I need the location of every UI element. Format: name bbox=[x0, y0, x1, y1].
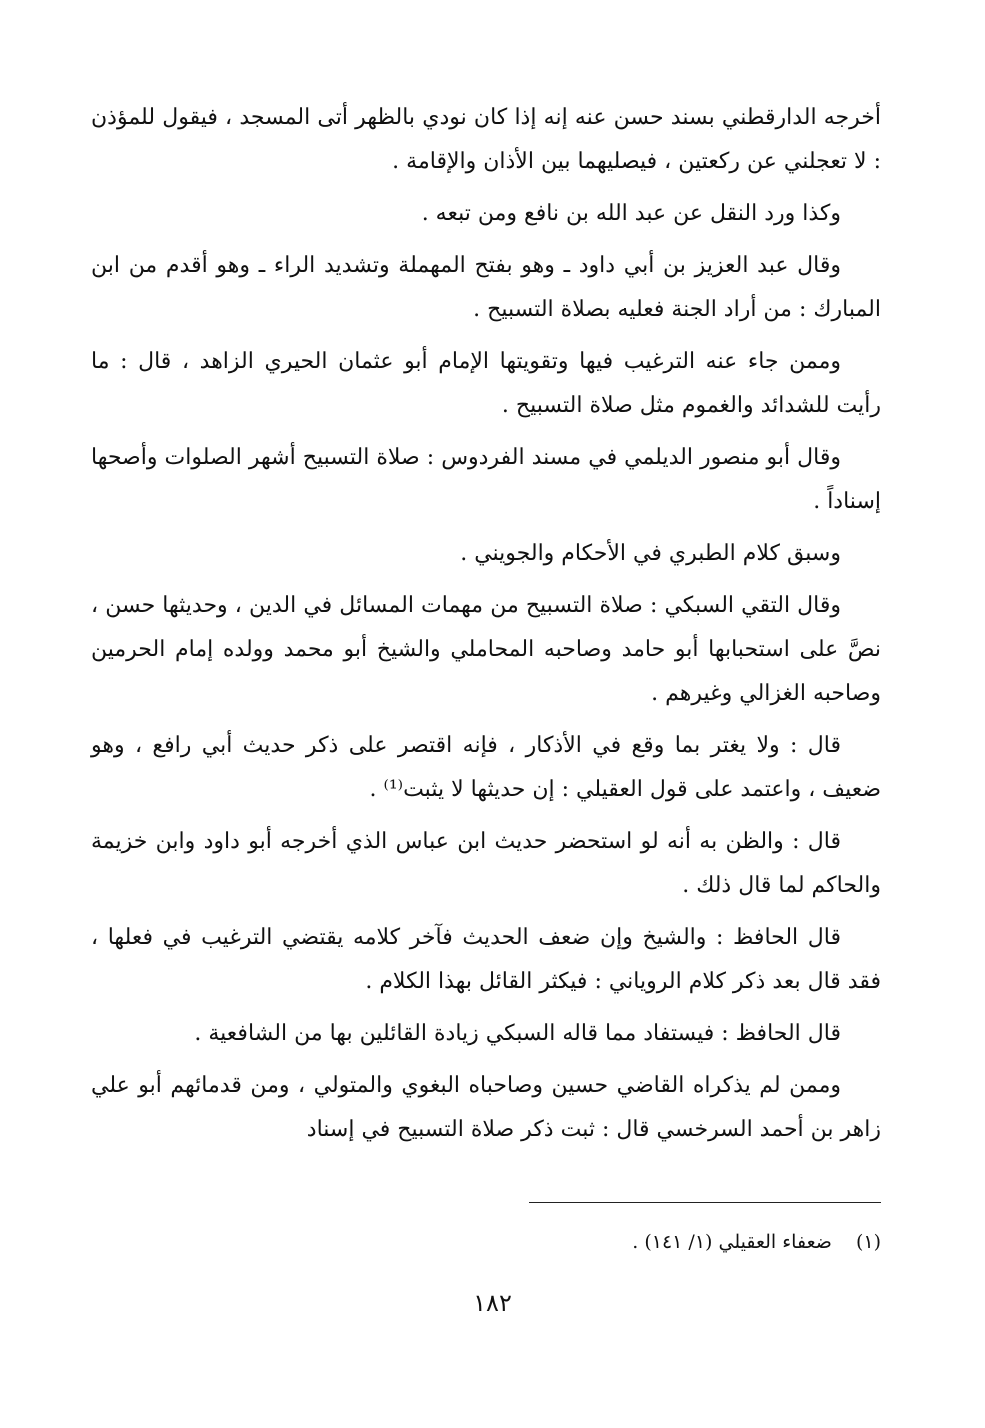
footnote bbox=[91, 1227, 881, 1257]
main-text bbox=[91, 96, 881, 1160]
paragraph-4: وممن جاء عنه الترغيب فيها وتقويتها الإمام أبو عثمان الحيري الزاهد ، قال : ما رأيت للشدائد والغموم مثل صلاة التسبيح . bbox=[91, 349, 881, 418]
paragraph-2: وكذا ورد النقل عن عبد الله بن نافع ومن تبعه . bbox=[421, 201, 841, 226]
paragraph-1: أخرجه الدارقطني بسند حسن عنه إنه إذا كان نودي بالظهر أتى المسجد ، فيقول للمؤذن : لا تعجلني عن ركعتين ، فيصليهما بين الأذان والإقامة . bbox=[91, 105, 881, 174]
paragraph-6: وسبق كلام الطبري في الأحكام والجويني . bbox=[460, 541, 841, 566]
paragraph-11: قال الحافظ : فيستفاد مما قاله السبكي زيادة القائلين بها من الشافعية . bbox=[194, 1021, 841, 1046]
footnote-text: ضعفاء العقيلي (١/ ١٤١) . bbox=[632, 1231, 832, 1253]
paragraph-5: وقال أبو منصور الديلمي في مسند الفردوس : صلاة التسبيح أشهر الصلوات وأصحها إسناداً . bbox=[91, 445, 881, 514]
footnote-number: (١) bbox=[855, 1231, 881, 1253]
page-number: ١٨٢ bbox=[473, 1289, 512, 1317]
paragraph-3: وقال عبد العزيز بن أبي داود ـ وهو بفتح المهملة وتشديد الراء ـ وهو أقدم من ابن المبارك : من أراد الجنة فعليه بصلاة التسبيح . bbox=[91, 253, 881, 322]
paragraph-8: قال : ولا يغتر بما وقع في الأذكار ، فإنه اقتصر على ذكر حديث أبي رافع ، وهو ضعيف ، واعتمد على قول العقيلي : إن حديثها لا يثبت⁽¹⁾ . bbox=[91, 733, 881, 802]
paragraph-10: قال الحافظ : والشيخ وإن ضعف الحديث فآخر كلامه يقتضي الترغيب في فعلها ، فقد قال بعد ذكر كلام الروياني : فيكثر القائل بهذا الكلام . bbox=[91, 925, 881, 994]
paragraph-9: قال : والظن به أنه لو استحضر حديث ابن عباس الذي أخرجه أبو داود وابن خزيمة والحاكم لما قال ذلك . bbox=[91, 829, 881, 898]
paragraph-7: وقال التقي السبكي : صلاة التسبيح من مهمات المسائل في الدين ، وحديثها حسن ، نصَّ على استحبابها أبو حامد وصاحبه المحاملي والشيخ أبو محمد وولده إمام الحرمين وصاحبه الغزالي وغيرهم . bbox=[91, 593, 881, 706]
footnote-divider bbox=[529, 1202, 881, 1203]
paragraph-12: وممن لم يذكراه القاضي حسين وصاحباه البغوي والمتولي ، ومن قدمائهم أبو علي زاهر بن أحمد السرخسي قال : ثبت ذكر صلاة التسبيح في إسناد bbox=[91, 1073, 881, 1142]
